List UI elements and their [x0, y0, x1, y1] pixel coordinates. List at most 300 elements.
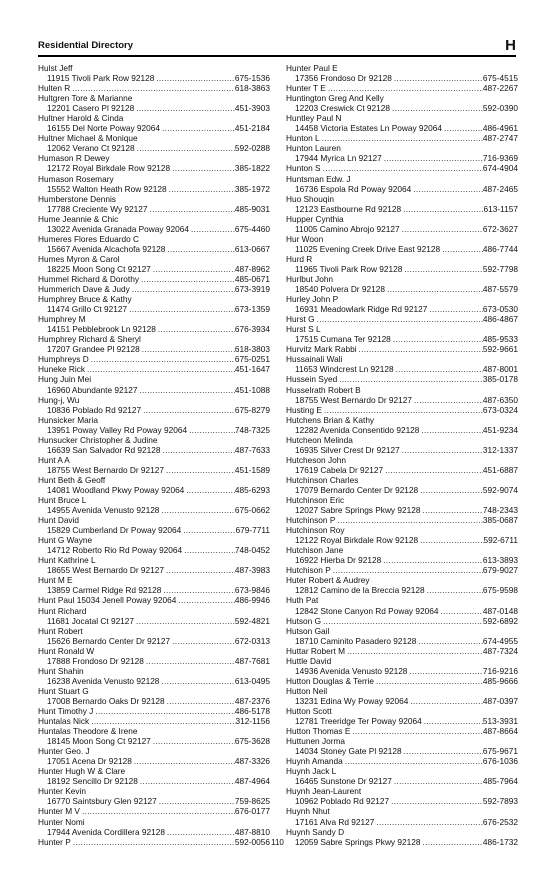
listing-line	[286, 133, 518, 143]
listing-phone: 675-0251	[234, 354, 270, 365]
listing-address: 15667 Avenida Alcachofa 92128	[47, 243, 166, 254]
listing-entry	[286, 726, 518, 736]
dot-leader	[151, 264, 235, 274]
listing-line	[286, 716, 518, 726]
dot-leader	[164, 465, 235, 475]
dot-leader	[80, 806, 235, 816]
listing-entry	[286, 354, 518, 374]
listing-address: 15552 Walton Heath Row 92128	[47, 183, 167, 194]
listing-name: Huttar Robert M	[286, 645, 346, 656]
dot-leader	[402, 746, 483, 756]
listing-phone: 592-9074	[482, 484, 518, 495]
listing-address: 16935 Silver Crest Dr 92127	[295, 444, 400, 455]
dot-leader	[135, 143, 235, 153]
listing-line	[38, 806, 270, 816]
listing-phone: 748-2343	[482, 505, 518, 516]
listing-name: Humeres Flores Eduardo C	[38, 233, 139, 244]
dot-leader	[321, 163, 483, 173]
listing-name: Hummel Richard & Dorothy	[38, 273, 139, 284]
listing-address: 16639 San Salvador Rd 92128	[47, 444, 161, 455]
listing-line	[286, 616, 518, 626]
listing-name: Hunter Geo. J	[38, 746, 90, 757]
listing-entry	[286, 565, 518, 575]
listing-entry	[38, 83, 270, 93]
right-column	[286, 63, 518, 847]
listing-entry	[38, 214, 270, 234]
listing-entry	[38, 254, 270, 274]
listing-phone: 675-3628	[234, 736, 270, 747]
listing-entry	[286, 646, 518, 656]
listing-address: 12062 Verano Ct 92128	[47, 143, 135, 154]
listing-name: Huynh Amanda	[286, 756, 343, 767]
listing-entry	[286, 234, 518, 254]
listing-line	[286, 565, 518, 575]
dot-leader	[189, 224, 235, 234]
listing-entry	[38, 113, 270, 133]
listing-entry	[38, 234, 270, 254]
listing-name: Hunter Paul E	[286, 63, 338, 73]
listing-address: 17161 Alva Rd 92127	[295, 816, 375, 827]
listing-phone: 675-4515	[482, 73, 518, 84]
listing-phone: 613-0667	[234, 243, 270, 254]
listing-phone: 592-6711	[483, 535, 518, 546]
dot-leader	[400, 224, 483, 234]
listing-entry	[286, 595, 518, 615]
listing-entry	[286, 294, 518, 314]
listing-entry	[286, 786, 518, 806]
dot-leader	[154, 73, 235, 83]
listing-address: 12781 Treeridge Ter Poway 92064	[295, 716, 422, 727]
listing-name: Huntalas Nick	[38, 716, 90, 727]
dot-leader	[321, 616, 483, 626]
listing-entry	[38, 374, 270, 394]
listing-entry	[38, 515, 270, 535]
dot-leader	[392, 776, 483, 786]
listing-line	[286, 776, 518, 786]
listing-address: 15626 Bernardo Center Dr 92127	[47, 635, 171, 646]
listing-address: 17008 Bernardo Oaks Dr 92128	[47, 695, 165, 706]
listing-phone: 592-0288	[234, 143, 270, 154]
listing-phone: 487-8664	[482, 726, 518, 737]
listing-phone: 486-4961	[482, 123, 518, 134]
listing-line	[286, 535, 518, 545]
listing-line	[38, 656, 270, 666]
listing-name: Hunter Nomi	[38, 816, 85, 827]
listing-address: 12122 Royal Birkdale Row 92128	[295, 535, 419, 546]
listing-phone: 487-2747	[482, 133, 518, 144]
listing-phone: 676-2532	[482, 816, 518, 827]
listing-address: 13951 Poway Valley Rd Poway 92064	[47, 424, 188, 435]
listing-entry	[286, 455, 518, 475]
listing-entry	[38, 314, 270, 334]
listing-line	[38, 224, 270, 234]
listing-entry	[286, 324, 518, 344]
listing-address: 14151 Pebblebrook Ln 92128	[47, 324, 156, 335]
listing-phone: 487-5579	[482, 284, 518, 295]
dot-leader	[418, 535, 483, 545]
listing-entry	[286, 174, 518, 194]
listing-phone: 592-0390	[482, 103, 518, 114]
listing-entry	[286, 475, 518, 495]
dot-leader	[140, 344, 235, 354]
listing-line	[38, 304, 270, 314]
dot-leader	[422, 716, 483, 726]
dot-leader	[382, 153, 483, 163]
listing-phone: 674-4904	[482, 163, 518, 174]
listing-line	[38, 796, 270, 806]
listing-line	[286, 676, 518, 686]
listing-entry	[38, 63, 270, 83]
listing-name: Hussein Syed	[286, 374, 338, 385]
listing-phone: 673-1359	[234, 304, 270, 315]
listing-address: 12027 Sabre Springs Pkwy 92128	[295, 505, 421, 516]
listing-name: Hunt Ronald W	[38, 645, 95, 656]
listing-entry	[38, 626, 270, 646]
listing-phone: 487-2376	[234, 695, 270, 706]
listing-phone: 486-9946	[234, 595, 270, 606]
listing-phone: 759-8625	[234, 796, 270, 807]
listing-entry	[38, 174, 270, 194]
listing-entry	[286, 545, 518, 565]
dot-leader	[392, 73, 483, 83]
listing-phone: 676-0177	[234, 806, 270, 817]
listing-name: Huttle David	[286, 655, 332, 666]
listing-entry	[286, 133, 518, 143]
listing-entry	[286, 93, 518, 113]
listing-address: 17079 Bernardo Center Dr 92128	[295, 484, 419, 495]
listing-phone: 385-1972	[234, 183, 270, 194]
listing-entry	[38, 334, 270, 354]
dot-leader	[390, 103, 483, 113]
listing-entry	[38, 595, 270, 605]
listing-line	[286, 73, 518, 83]
listing-entry	[38, 686, 270, 706]
listing-phone: 485-9031	[234, 203, 270, 214]
listing-phone: 486-5178	[234, 706, 270, 716]
listing-entry	[286, 415, 518, 435]
listing-phone: 486-7744	[482, 243, 518, 254]
listing-phone: 485-6293	[234, 484, 270, 495]
listing-entry	[286, 214, 518, 234]
listing-entry	[38, 606, 270, 626]
listing-line	[38, 354, 270, 364]
dot-leader	[160, 123, 235, 133]
listing-phone: 487-4964	[234, 776, 270, 787]
listing-entry	[38, 435, 270, 455]
listing-line	[286, 666, 518, 676]
dot-leader	[165, 827, 235, 837]
listing-line	[38, 274, 270, 284]
listing-phone: 592-4821	[234, 615, 270, 626]
listing-line	[286, 756, 518, 766]
listing-name: Huntsman Edw. J	[286, 173, 351, 184]
listing-line	[38, 716, 270, 726]
listing-entry	[38, 726, 270, 746]
listing-line	[38, 184, 270, 194]
dot-leader	[315, 314, 483, 324]
listing-entry	[38, 575, 270, 595]
dot-leader	[132, 756, 235, 766]
listing-name: Hultner Michael & Monique	[38, 133, 138, 144]
dot-leader	[438, 606, 482, 616]
listing-entry	[286, 143, 518, 163]
listing-address: 17515 Cumana Ter 92128	[295, 334, 391, 345]
listing-phone: 592-6892	[482, 615, 518, 626]
dot-leader	[394, 364, 483, 374]
listing-line	[38, 827, 270, 837]
dot-leader	[442, 123, 483, 133]
listing-address: 17944 Avenida Cordillera 92128	[47, 826, 165, 837]
dot-leader	[425, 585, 483, 595]
listing-phone: 592-0056	[234, 836, 270, 847]
dot-leader	[320, 133, 483, 143]
listing-line	[286, 304, 518, 314]
dot-leader	[407, 666, 483, 676]
listing-entry	[38, 364, 270, 374]
listing-entry	[38, 646, 270, 666]
listing-line	[38, 143, 270, 153]
listing-name: Hutton Neil	[286, 685, 328, 696]
listing-phone: 487-8810	[234, 826, 270, 837]
listing-name: Hunt David	[38, 515, 80, 526]
listing-entry	[38, 93, 270, 113]
listing-entry	[286, 515, 518, 525]
listing-line	[286, 224, 518, 234]
dot-leader	[176, 595, 235, 605]
listing-phone: 613-0495	[234, 675, 270, 686]
listing-address: 11025 Evening Creek Drive East 92128	[295, 243, 441, 254]
listing-line	[286, 364, 518, 374]
listing-entry	[286, 656, 518, 676]
listing-name: Humason R Dewey	[38, 153, 110, 164]
listing-address: 14081 Woodland Pkwy Poway 92064	[47, 484, 185, 495]
listing-phone: 487-3326	[234, 756, 270, 767]
listing-address: 11915 Tivoli Park Row 92128	[47, 73, 155, 84]
listing-name: Hutchinson P	[286, 515, 336, 526]
dot-leader	[374, 676, 483, 686]
listing-entry	[38, 415, 270, 435]
listing-address: 14936 Avenida Venusto 92128	[295, 665, 408, 676]
listing-line	[286, 696, 518, 706]
listing-name: Hutton Douglas & Terrie	[286, 675, 374, 686]
listing-address: 13231 Edina Wy Poway 92064	[295, 695, 409, 706]
listing-entry	[286, 63, 518, 83]
listing-entry	[286, 83, 518, 93]
listing-line	[38, 595, 270, 605]
listing-name: Humphreys D	[38, 354, 89, 365]
listing-entry	[38, 535, 270, 555]
listing-phone: 385-0178	[482, 374, 518, 385]
dot-leader	[89, 354, 235, 364]
listing-entry	[286, 254, 518, 274]
listing-name: Hutcheson John	[286, 454, 346, 465]
listing-name: Hutton Thomas E	[286, 726, 351, 737]
listing-line	[38, 676, 270, 686]
dot-leader	[383, 465, 483, 475]
dot-leader	[85, 364, 235, 374]
listing-line	[286, 153, 518, 163]
listing-entry	[286, 374, 518, 384]
dot-leader	[401, 204, 483, 214]
listing-name: Humes Myron & Carol	[38, 253, 120, 264]
listing-address: 16736 Espola Rd Poway 92064	[295, 183, 412, 194]
listing-name: Humason Rosemary	[38, 173, 114, 184]
listing-entry	[286, 344, 518, 354]
listing-line	[286, 445, 518, 455]
dot-leader	[70, 83, 235, 93]
listing-phone: 748-7325	[234, 424, 270, 435]
listing-name: Hunt Paul 15034 Jenell Poway 92064	[38, 595, 177, 606]
dot-leader	[400, 445, 483, 455]
dot-leader	[156, 324, 235, 334]
listing-phone: 312-1337	[482, 444, 518, 455]
dot-leader	[345, 646, 483, 656]
listing-entry	[38, 706, 270, 716]
listing-line	[38, 103, 270, 113]
listing-entry	[38, 786, 270, 806]
listing-name: Hunton S	[286, 163, 321, 174]
listing-address: 16931 Meadowlark Ridge Rd 92127	[295, 304, 428, 315]
listing-address: 18755 West Bernardo Dr 92127	[47, 464, 164, 475]
listing-phone: 487-7633	[234, 444, 270, 455]
listing-line	[38, 565, 270, 575]
listing-entry	[286, 706, 518, 726]
listing-phone: 675-9671	[482, 746, 518, 757]
listing-line	[286, 284, 518, 294]
listing-name: Hur Woon	[286, 233, 324, 244]
listing-phone: 592-9661	[482, 344, 518, 355]
dot-leader	[391, 334, 483, 344]
listing-name: Huynh Sandy D	[286, 826, 345, 837]
dot-leader	[147, 204, 234, 214]
dot-leader	[419, 425, 483, 435]
dot-leader	[416, 636, 483, 646]
listing-line	[286, 123, 518, 133]
listing-phone: 451-1589	[234, 464, 270, 475]
listing-address: 13859 Carmel Ridge Rd 92128	[47, 585, 162, 596]
listing-name: Hunter M V	[38, 806, 80, 817]
listing-address: 18145 Moon Song Ct 92127	[47, 736, 151, 747]
dot-leader	[170, 163, 235, 173]
listing-entry	[286, 525, 518, 545]
dot-leader	[134, 103, 235, 113]
listing-phone: 486-1732	[482, 836, 518, 847]
listing-name: Hutchinson Eric	[286, 495, 345, 506]
listing-address: 11681 Jocatal Ct 92127	[47, 615, 135, 626]
listing-phone: 672-3627	[482, 223, 518, 234]
dot-leader	[181, 525, 235, 535]
listing-address: 18755 West Bernardo Dr 92127	[295, 394, 412, 405]
listing-line	[286, 817, 518, 827]
listing-name: Hunt Beth & Geoff	[38, 474, 106, 485]
listing-line	[286, 425, 518, 435]
listing-name: Hunt G Wayne	[38, 535, 93, 546]
listing-phone: 487-6350	[482, 394, 518, 405]
listing-name: Hunt Kathrine L	[38, 555, 96, 566]
listing-name: Husting E	[286, 404, 322, 415]
dot-leader	[127, 304, 235, 314]
listing-line	[38, 425, 270, 435]
dot-leader	[167, 184, 235, 194]
dot-leader	[418, 485, 483, 495]
listing-phone: 613-3893	[482, 555, 518, 566]
listing-name: Hunt M E	[38, 575, 73, 586]
listing-entry	[38, 294, 270, 314]
listing-phone: 486-4867	[482, 314, 518, 325]
listing-name: Humphrey Bruce & Kathy	[38, 294, 132, 305]
listing-address: 18225 Moon Song Ct 92127	[47, 263, 151, 274]
listing-line	[286, 344, 518, 354]
page-number: 110	[271, 838, 284, 847]
dot-leader	[350, 726, 483, 736]
listing-name: Hutson Gail	[286, 625, 330, 636]
listing-entry	[38, 475, 270, 495]
listing-entry	[38, 395, 270, 415]
listing-line	[38, 756, 270, 766]
listing-line	[38, 284, 270, 294]
listing-phone: 716-9216	[482, 665, 518, 676]
listing-line	[286, 264, 518, 274]
listing-address: 12201 Casero Pl 92128	[47, 103, 135, 114]
listing-name: Hunt A A	[38, 454, 70, 465]
listing-line	[286, 746, 518, 756]
listing-entry	[286, 405, 518, 415]
listing-line	[286, 555, 518, 565]
listing-line	[38, 696, 270, 706]
listing-phone: 675-8279	[234, 404, 270, 415]
listing-address: 16770 Saintsbury Glen 92127	[47, 796, 157, 807]
listing-phone: 674-4955	[482, 635, 518, 646]
listing-entry	[286, 616, 518, 626]
listing-entry	[38, 716, 270, 726]
listing-phone: 487-8962	[234, 263, 270, 274]
listing-phone: 618-3803	[234, 344, 270, 355]
listing-line	[38, 324, 270, 334]
listing-address: 17356 Frondoso Dr 92128	[295, 73, 392, 84]
listing-address: 16155 Del Norte Poway 92064	[47, 123, 161, 134]
listing-line	[286, 796, 518, 806]
listing-name: Huo Shouqin	[286, 193, 334, 204]
listing-name: Huttunen Jorma	[286, 736, 346, 747]
listing-name: Hutton Scott	[286, 706, 332, 716]
dot-leader	[134, 616, 235, 626]
listing-name: Hutchinson Roy	[286, 525, 345, 536]
listing-address: 18710 Caminito Pasadero 92128	[295, 635, 417, 646]
listing-line	[286, 646, 518, 656]
listing-name: Hunsucker Christopher & Judine	[38, 434, 158, 445]
listing-line	[38, 204, 270, 214]
listing-phone: 675-9598	[482, 585, 518, 596]
listing-name: Hunt Stuart G	[38, 685, 89, 696]
listing-line	[38, 163, 270, 173]
listing-entry	[286, 756, 518, 766]
listing-entry	[38, 194, 270, 214]
listing-name: Hung-j, Wu	[38, 394, 80, 405]
listing-phone: 487-2465	[482, 183, 518, 194]
dot-leader	[337, 374, 483, 384]
listing-phone: 673-0530	[482, 304, 518, 315]
listing-phone: 485-0671	[234, 273, 270, 284]
listing-line	[286, 395, 518, 405]
dot-leader	[326, 83, 483, 93]
listing-name: Husselrath Robert B	[286, 384, 361, 395]
listing-address: 14712 Roberto Rio Rd Poway 92064	[47, 545, 183, 556]
listing-line	[38, 445, 270, 455]
listing-entry	[286, 194, 518, 214]
listing-phone: 679-7711	[235, 525, 270, 536]
listing-name: Hunton L	[286, 133, 320, 144]
dot-leader	[322, 405, 483, 415]
